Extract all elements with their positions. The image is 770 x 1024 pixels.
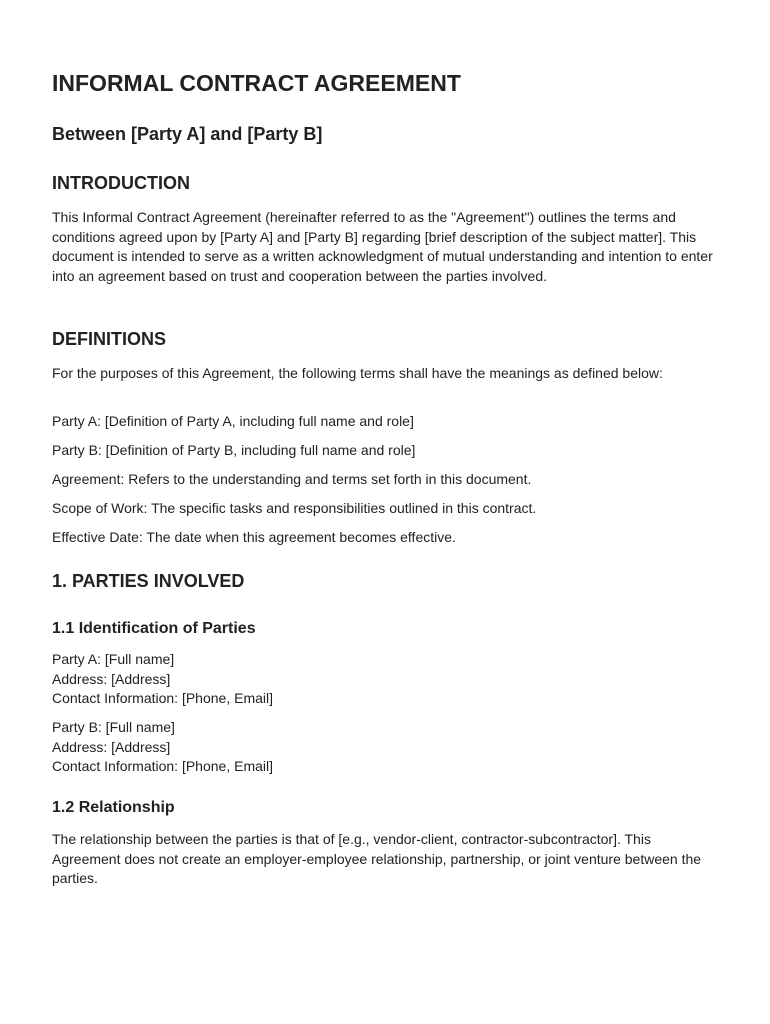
party-a-address: Address: [Address] bbox=[52, 670, 171, 687]
relationship-text: The relationship between the parties is that of [e.g., vendor-client, contractor-subcontractor]. This Agreement does not create an employer-employee relationship, partnership, or joint venture between the parties. bbox=[52, 831, 702, 886]
definition-scope-of-work: Scope of Work: The specific tasks and responsibilities outlined in this contract. bbox=[52, 500, 537, 516]
party-b-address: Address: [Address] bbox=[52, 738, 171, 755]
party-a-details bbox=[52, 650, 273, 709]
party-a-name: Party A: [Full name] bbox=[52, 651, 175, 667]
party-b-details bbox=[52, 718, 273, 777]
definition-party-a: Party A: [Definition of Party A, including full name and role] bbox=[52, 413, 414, 429]
party-b-contact: Contact Information: [Phone, Email] bbox=[52, 758, 273, 774]
section-1-1-heading: 1.1 Identification of Parties bbox=[52, 620, 256, 637]
section-1-2-heading: 1.2 Relationship bbox=[52, 799, 175, 816]
definitions-heading: DEFINITIONS bbox=[52, 329, 167, 349]
party-b-name: Party B: [Full name] bbox=[52, 719, 175, 735]
definition-party-b: Party B: [Definition of Party B, including full name and role] bbox=[52, 442, 416, 458]
party-a-contact: Contact Information: [Phone, Email] bbox=[52, 690, 273, 706]
introduction-text: This Informal Contract Agreement (hereinafter referred to as the "Agreement") outlines the terms and conditions agreed upon by [Party A] and [Party B] regarding [brief description of the subject matter]. This document is intended to serve as a written acknowledgment of mutual understanding and intention to enter into an agreement based on trust and cooperation between the parties involved. bbox=[52, 209, 713, 284]
document-title: INFORMAL CONTRACT AGREEMENT bbox=[52, 70, 461, 96]
definition-agreement: Agreement: Refers to the understanding and terms set forth in this document. bbox=[52, 471, 532, 487]
definition-effective-date: Effective Date: The date when this agreement becomes effective. bbox=[52, 529, 456, 545]
section-1-heading: 1. PARTIES INVOLVED bbox=[52, 571, 245, 591]
document-subtitle: Between [Party A] and [Party B] bbox=[52, 124, 323, 144]
introduction-heading: INTRODUCTION bbox=[52, 173, 190, 193]
definitions-intro: For the purposes of this Agreement, the following terms shall have the meanings as defined below: bbox=[52, 365, 663, 381]
